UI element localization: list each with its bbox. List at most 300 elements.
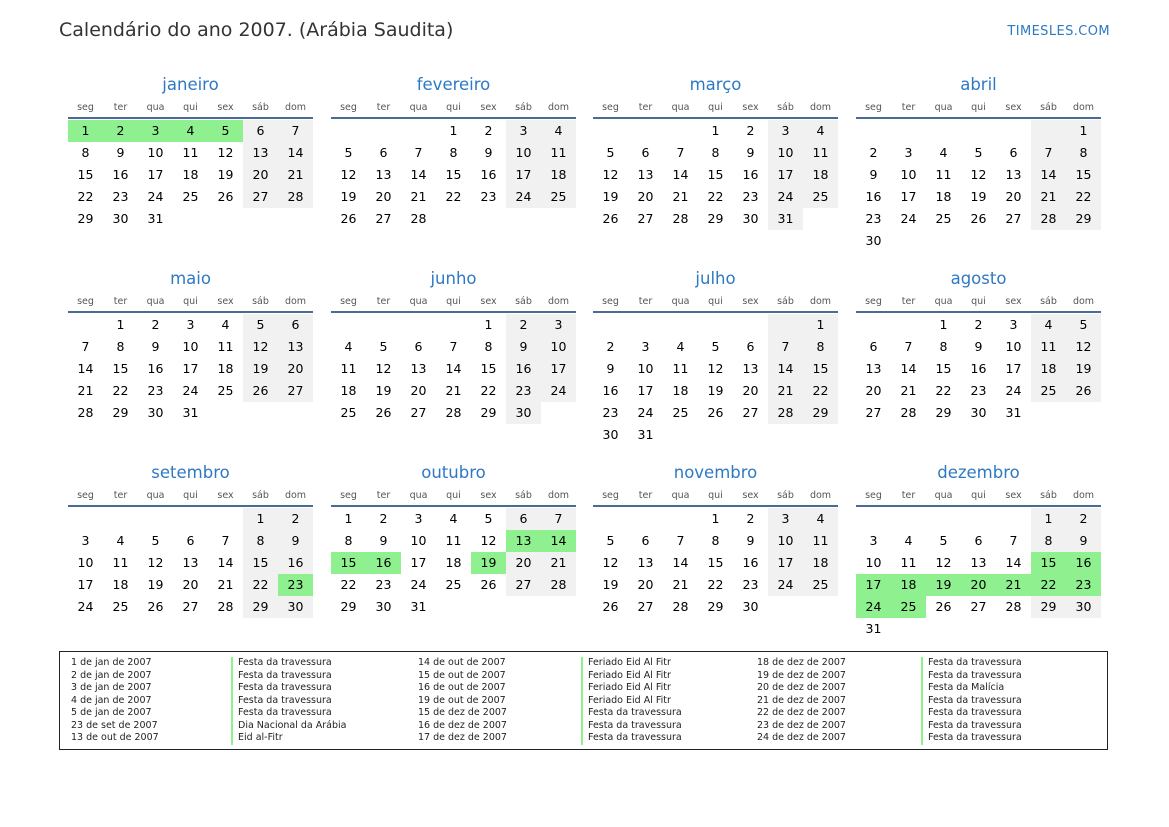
day-cell: 19 <box>243 358 278 380</box>
week-row <box>593 208 838 230</box>
day-cell: 8 <box>939 339 948 354</box>
month-name: maio <box>170 269 211 288</box>
holiday-names-column <box>921 657 1022 745</box>
week-row <box>68 552 313 574</box>
empty-day-cell <box>628 508 663 530</box>
day-cell: 18 <box>672 383 689 398</box>
day-cell: 23 <box>602 405 619 420</box>
holiday-date: 17 de dez de 2007 <box>418 732 507 743</box>
weekday-label: qua <box>409 490 428 501</box>
day-cell: 20 <box>182 577 199 592</box>
holiday-date: 20 de dez de 2007 <box>757 682 846 693</box>
day-cell: 25 <box>672 405 689 420</box>
weekday-label: dom <box>547 102 570 113</box>
day-cell: 7 <box>221 533 230 548</box>
week-row <box>68 208 313 230</box>
empty-day-cell <box>996 230 1031 252</box>
day-cell: 20 <box>278 358 313 380</box>
day-cell: 3 <box>81 533 90 548</box>
week-row <box>593 508 838 530</box>
week-row <box>68 380 313 402</box>
month-agosto <box>856 268 1101 424</box>
holiday-date: 2 de jan de 2007 <box>71 669 152 681</box>
day-cell: 10 <box>768 142 803 164</box>
month-maio <box>68 268 313 424</box>
day-cell: 26 <box>147 599 164 614</box>
weekday-label: sex <box>1005 490 1022 501</box>
day-cell: 6 <box>746 339 755 354</box>
empty-day-cell <box>506 208 541 230</box>
empty-day-cell <box>208 508 243 530</box>
day-cell: 15 <box>445 167 462 182</box>
weekday-label: ter <box>638 296 653 307</box>
day-cell: 6 <box>379 145 388 160</box>
day-cell: 22 <box>112 383 129 398</box>
day-cell: 13 <box>1005 167 1022 182</box>
week-row <box>331 552 576 574</box>
weekday-label: sex <box>1005 296 1022 307</box>
day-cell: 5 <box>606 145 615 160</box>
holiday-day-cell: 24 <box>856 596 891 618</box>
week-row <box>593 596 838 618</box>
day-cell: 15 <box>803 358 838 380</box>
holiday-name: Festa da travessura <box>928 707 1022 718</box>
day-cell: 29 <box>480 405 497 420</box>
weekday-label: qua <box>671 102 690 113</box>
day-cell: 27 <box>506 574 541 596</box>
day-cell: 22 <box>243 574 278 596</box>
day-cell: 9 <box>278 530 313 552</box>
page-title: Calendário do ano 2007. (Arábia Saudita) <box>59 19 454 41</box>
empty-day-cell <box>663 314 698 336</box>
empty-day-cell <box>243 208 278 230</box>
day-cell: 18 <box>217 361 234 376</box>
day-cell: 5 <box>484 511 493 526</box>
weekday-label: sáb <box>777 296 794 307</box>
day-cell: 29 <box>803 402 838 424</box>
day-cell: 31 <box>1005 405 1022 420</box>
weekday-label: qui <box>183 296 198 307</box>
week-row <box>68 336 313 358</box>
day-cell: 27 <box>865 405 882 420</box>
day-cell: 30 <box>742 211 759 226</box>
holiday-date: 16 de dez de 2007 <box>418 719 507 731</box>
day-cell: 11 <box>112 555 129 570</box>
holiday-date: 15 de out de 2007 <box>418 669 506 681</box>
empty-day-cell <box>1066 618 1101 640</box>
week-row <box>856 508 1101 530</box>
day-cell: 20 <box>375 189 392 204</box>
month-divider <box>593 505 838 507</box>
day-cell: 15 <box>707 555 724 570</box>
holiday-date: 23 de dez de 2007 <box>757 719 846 731</box>
day-cell: 15 <box>707 167 724 182</box>
weekday-label: ter <box>376 102 391 113</box>
month-name: setembro <box>151 463 230 482</box>
week-row <box>593 424 838 446</box>
day-cell: 28 <box>768 402 803 424</box>
day-cell: 12 <box>602 167 619 182</box>
weekday-label: dom <box>809 296 832 307</box>
week-row <box>331 596 576 618</box>
site-brand-link[interactable]: TIMESLES.COM <box>1007 24 1110 39</box>
holiday-day-cell: 16 <box>366 552 401 574</box>
day-cell: 13 <box>637 167 654 182</box>
weekday-label: qua <box>934 296 953 307</box>
day-cell: 21 <box>278 164 313 186</box>
day-cell: 7 <box>768 336 803 358</box>
empty-day-cell <box>891 618 926 640</box>
day-cell: 29 <box>1066 208 1101 230</box>
day-cell: 23 <box>375 577 392 592</box>
week-row <box>593 380 838 402</box>
day-cell: 29 <box>935 405 952 420</box>
holiday-name: Feriado Eid Al Fitr <box>588 669 671 681</box>
day-cell: 3 <box>641 339 650 354</box>
day-cell: 8 <box>484 339 493 354</box>
month-divider <box>593 311 838 313</box>
weekday-label: sex <box>742 490 759 501</box>
week-row <box>68 402 313 424</box>
holiday-day-cell: 3 <box>138 120 173 142</box>
weekday-label: ter <box>638 102 653 113</box>
month-divider <box>68 505 313 507</box>
day-cell: 30 <box>970 405 987 420</box>
day-cell: 10 <box>147 145 164 160</box>
empty-day-cell <box>1031 618 1066 640</box>
empty-day-cell <box>926 230 961 252</box>
month-divider <box>68 117 313 119</box>
holiday-day-cell: 1 <box>68 120 103 142</box>
day-cell: 5 <box>974 145 983 160</box>
day-cell: 15 <box>1066 164 1101 186</box>
day-cell: 13 <box>865 361 882 376</box>
day-cell: 17 <box>768 552 803 574</box>
week-row <box>856 358 1101 380</box>
weekday-label: dom <box>1072 490 1095 501</box>
day-cell: 17 <box>147 167 164 182</box>
weekday-label: qua <box>146 490 165 501</box>
weekday-header <box>331 295 576 309</box>
week-row <box>856 380 1101 402</box>
day-cell: 12 <box>375 361 392 376</box>
day-cell: 13 <box>243 142 278 164</box>
day-cell: 19 <box>340 189 357 204</box>
month-março <box>593 74 838 230</box>
holiday-date: 23 de set de 2007 <box>71 719 158 731</box>
day-cell: 4 <box>344 339 353 354</box>
day-cell: 4 <box>939 145 948 160</box>
day-cell: 24 <box>1005 383 1022 398</box>
day-cell: 5 <box>344 145 353 160</box>
day-cell: 18 <box>1031 358 1066 380</box>
weekday-label: ter <box>376 296 391 307</box>
day-cell: 7 <box>449 339 458 354</box>
holiday-dates-column <box>418 657 507 745</box>
day-cell: 24 <box>147 189 164 204</box>
day-cell: 9 <box>869 167 878 182</box>
day-cell: 15 <box>243 552 278 574</box>
empty-day-cell <box>208 402 243 424</box>
day-cell: 11 <box>672 361 689 376</box>
holiday-date: 18 de dez de 2007 <box>757 657 846 668</box>
empty-day-cell <box>1031 402 1066 424</box>
empty-day-cell <box>366 120 401 142</box>
day-cell: 21 <box>672 189 689 204</box>
day-cell: 12 <box>217 145 234 160</box>
day-cell: 30 <box>375 599 392 614</box>
day-cell: 26 <box>707 405 724 420</box>
day-cell: 4 <box>1031 314 1066 336</box>
empty-day-cell <box>803 424 838 446</box>
day-cell: 4 <box>541 120 576 142</box>
empty-day-cell <box>436 314 471 336</box>
day-cell: 5 <box>1066 314 1101 336</box>
day-cell: 5 <box>711 339 720 354</box>
day-cell: 27 <box>243 186 278 208</box>
day-cell: 3 <box>904 145 913 160</box>
day-cell: 19 <box>375 383 392 398</box>
day-cell: 4 <box>116 533 125 548</box>
weekday-label: ter <box>113 490 128 501</box>
day-cell: 26 <box>970 211 987 226</box>
day-cell: 8 <box>1031 530 1066 552</box>
week-row <box>856 530 1101 552</box>
day-cell: 2 <box>379 511 388 526</box>
weekday-header <box>331 489 576 503</box>
day-cell: 16 <box>602 383 619 398</box>
week-row <box>68 596 313 618</box>
month-divider <box>856 311 1101 313</box>
empty-day-cell <box>103 508 138 530</box>
week-row <box>331 142 576 164</box>
day-cell: 22 <box>1066 186 1101 208</box>
day-cell: 17 <box>182 361 199 376</box>
day-cell: 1 <box>344 511 353 526</box>
weekday-label: sáb <box>777 490 794 501</box>
holiday-day-cell: 19 <box>926 574 961 596</box>
day-cell: 16 <box>970 361 987 376</box>
weekday-label: sáb <box>777 102 794 113</box>
day-cell: 10 <box>410 533 427 548</box>
weekday-label: dom <box>547 490 570 501</box>
empty-day-cell <box>628 314 663 336</box>
day-cell: 21 <box>445 383 462 398</box>
empty-day-cell <box>401 120 436 142</box>
day-cell: 7 <box>278 120 313 142</box>
empty-day-cell <box>926 618 961 640</box>
week-row <box>68 314 313 336</box>
holiday-name: Festa da travessura <box>588 719 682 731</box>
week-row <box>593 402 838 424</box>
day-cell: 4 <box>904 533 913 548</box>
day-cell: 24 <box>637 405 654 420</box>
day-cell: 27 <box>1005 211 1022 226</box>
day-cell: 14 <box>672 555 689 570</box>
day-cell: 11 <box>182 145 199 160</box>
week-row <box>331 336 576 358</box>
day-cell: 11 <box>445 533 462 548</box>
day-cell: 29 <box>77 211 94 226</box>
holiday-day-cell: 16 <box>1066 552 1101 574</box>
empty-day-cell <box>926 508 961 530</box>
holiday-day-cell: 21 <box>996 574 1031 596</box>
day-cell: 17 <box>541 358 576 380</box>
weekday-label: qua <box>671 296 690 307</box>
holiday-date: 5 de jan de 2007 <box>71 707 152 718</box>
month-novembro <box>593 462 838 618</box>
month-name: novembro <box>673 463 758 482</box>
weekday-label: sex <box>217 102 234 113</box>
holiday-day-cell: 23 <box>278 574 313 596</box>
day-cell: 17 <box>77 577 94 592</box>
holiday-day-cell: 19 <box>471 552 506 574</box>
weekday-label: qui <box>708 296 723 307</box>
weekday-label: ter <box>113 102 128 113</box>
day-cell: 24 <box>182 383 199 398</box>
day-cell: 26 <box>217 189 234 204</box>
weekday-label: seg <box>865 296 882 307</box>
week-row <box>856 402 1101 424</box>
day-cell: 12 <box>340 167 357 182</box>
month-name: janeiro <box>162 75 219 94</box>
day-cell: 19 <box>602 189 619 204</box>
day-cell: 11 <box>340 361 357 376</box>
day-cell: 11 <box>803 142 838 164</box>
day-cell: 6 <box>186 533 195 548</box>
day-cell: 26 <box>243 380 278 402</box>
day-cell: 25 <box>803 186 838 208</box>
day-cell: 22 <box>935 383 952 398</box>
holiday-name: Festa da travessura <box>928 657 1022 668</box>
weekday-label: dom <box>809 102 832 113</box>
day-cell: 9 <box>974 339 983 354</box>
weekday-label: seg <box>340 296 357 307</box>
month-name: fevereiro <box>416 75 491 94</box>
day-cell: 30 <box>1066 596 1101 618</box>
day-cell: 10 <box>865 555 882 570</box>
holiday-day-cell: 18 <box>891 574 926 596</box>
weekday-label: seg <box>602 490 619 501</box>
day-cell: 14 <box>410 167 427 182</box>
day-cell: 16 <box>742 555 759 570</box>
day-cell: 25 <box>112 599 129 614</box>
day-cell: 10 <box>182 339 199 354</box>
empty-day-cell <box>471 208 506 230</box>
week-row <box>331 164 576 186</box>
holiday-name: Festa da travessura <box>238 694 332 706</box>
day-cell: 23 <box>742 577 759 592</box>
weekday-label: seg <box>340 102 357 113</box>
day-cell: 25 <box>935 211 952 226</box>
day-cell: 20 <box>637 189 654 204</box>
day-cell: 5 <box>939 533 948 548</box>
day-cell: 9 <box>1066 530 1101 552</box>
empty-day-cell <box>541 208 576 230</box>
holiday-names-column <box>231 657 347 745</box>
day-cell: 31 <box>768 208 803 230</box>
day-cell: 23 <box>506 380 541 402</box>
day-cell: 22 <box>340 577 357 592</box>
holiday-name: Feriado Eid Al Fitr <box>588 694 671 706</box>
weekday-label: sáb <box>515 490 532 501</box>
weekday-header <box>68 489 313 503</box>
month-abril <box>856 74 1101 252</box>
day-cell: 25 <box>1031 380 1066 402</box>
empty-day-cell <box>698 424 733 446</box>
weekday-label: sex <box>217 296 234 307</box>
empty-day-cell <box>331 120 366 142</box>
day-cell: 29 <box>707 599 724 614</box>
empty-day-cell <box>1031 120 1066 142</box>
weekday-label: sex <box>217 490 234 501</box>
holiday-name: Festa da travessura <box>928 719 1022 731</box>
day-cell: 9 <box>151 339 160 354</box>
month-divider <box>68 311 313 313</box>
day-cell: 25 <box>217 383 234 398</box>
day-cell: 30 <box>278 596 313 618</box>
day-cell: 30 <box>506 402 541 424</box>
day-cell: 21 <box>217 577 234 592</box>
day-cell: 3 <box>1009 317 1018 332</box>
day-cell: 30 <box>742 599 759 614</box>
week-row <box>856 552 1101 574</box>
month-divider <box>856 117 1101 119</box>
week-row <box>331 208 576 230</box>
day-cell: 22 <box>77 189 94 204</box>
month-name: outubro <box>421 463 486 482</box>
empty-day-cell <box>173 508 208 530</box>
day-cell: 19 <box>707 383 724 398</box>
day-cell: 31 <box>147 211 164 226</box>
day-cell: 16 <box>742 167 759 182</box>
day-cell: 19 <box>1066 358 1101 380</box>
day-cell: 22 <box>445 189 462 204</box>
holiday-name: Feriado Eid Al Fitr <box>588 657 671 668</box>
day-cell: 10 <box>1005 339 1022 354</box>
day-cell: 19 <box>147 577 164 592</box>
empty-day-cell <box>138 508 173 530</box>
week-row <box>856 596 1101 618</box>
empty-day-cell <box>996 618 1031 640</box>
empty-day-cell <box>856 120 891 142</box>
day-cell: 25 <box>445 577 462 592</box>
month-divider <box>593 117 838 119</box>
week-row <box>593 120 838 142</box>
weekday-label: qui <box>971 296 986 307</box>
day-cell: 20 <box>506 552 541 574</box>
day-cell: 12 <box>602 555 619 570</box>
day-cell: 23 <box>147 383 164 398</box>
month-julho <box>593 268 838 446</box>
day-cell: 21 <box>77 383 94 398</box>
day-cell: 9 <box>116 145 125 160</box>
holiday-date: 13 de out de 2007 <box>71 732 159 743</box>
day-cell: 29 <box>1031 596 1066 618</box>
day-cell: 4 <box>803 508 838 530</box>
day-cell: 8 <box>243 530 278 552</box>
weekday-label: ter <box>113 296 128 307</box>
weekday-label: seg <box>340 490 357 501</box>
week-row <box>68 358 313 380</box>
weekday-label: qui <box>971 102 986 113</box>
day-cell: 12 <box>243 336 278 358</box>
day-cell: 23 <box>970 383 987 398</box>
day-cell: 26 <box>480 577 497 592</box>
month-name: agosto <box>950 269 1007 288</box>
month-name: março <box>689 75 742 94</box>
empty-day-cell <box>926 120 961 142</box>
